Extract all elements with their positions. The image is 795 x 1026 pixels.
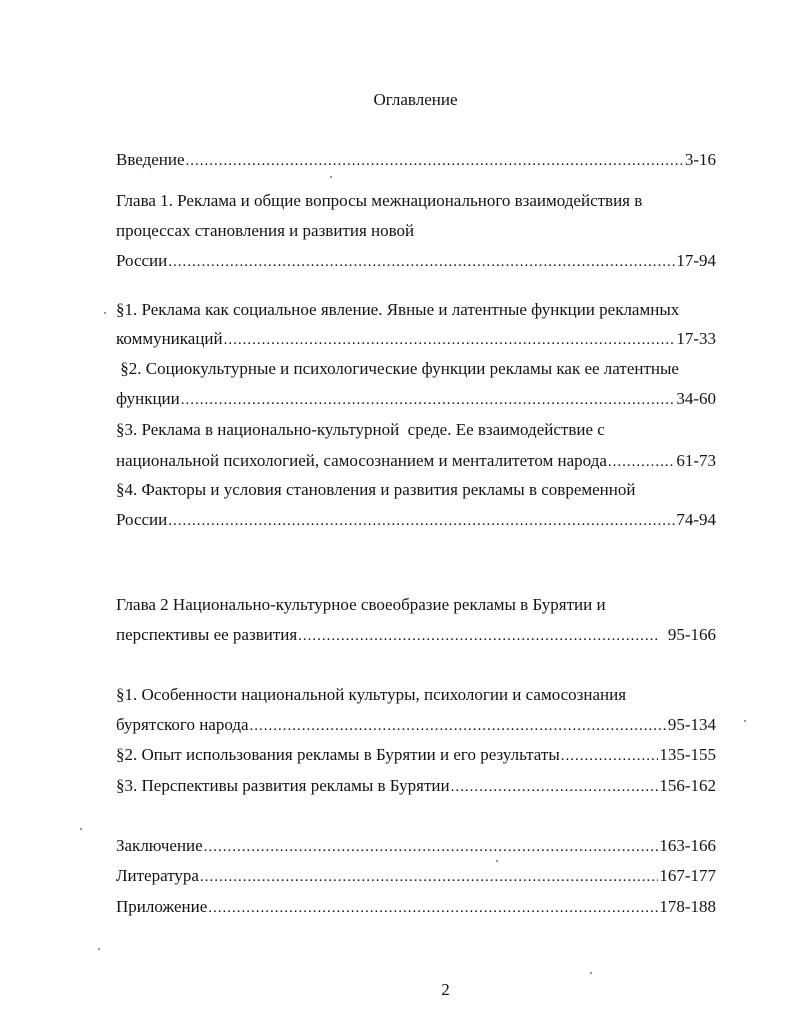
toc-entry-text: России — [116, 510, 168, 529]
toc-ch1-s3-line1: §3. Реклама в национально-культурной среде. Ее взаимодействие с — [116, 420, 605, 439]
toc-entry-pages: 156-162 — [659, 776, 716, 795]
toc-entry-text: коммуникаций — [116, 329, 223, 348]
dot-leader — [168, 251, 675, 273]
scan-speck — [744, 720, 746, 722]
dot-leader — [250, 715, 667, 737]
toc-entry-intro — [116, 149, 716, 171]
toc-entry-pages: 3-16 — [684, 150, 716, 169]
toc-entry-text: национальной психологией, самосознанием и менталитетом народа — [116, 451, 607, 470]
dot-leader — [186, 150, 684, 172]
toc-ch2-s3 — [116, 775, 716, 797]
toc-entry-pages: 74-94 — [676, 510, 716, 529]
dot-leader — [181, 389, 676, 411]
toc-ch1-s1-line1: §1. Реклама как социальное явление. Явные и латентные функции рекламных — [116, 300, 680, 319]
dot-leader — [208, 897, 658, 919]
toc-entry-appendix — [116, 896, 716, 918]
toc-chapter2-line2 — [116, 624, 716, 646]
toc-ch1-s4-line1: §4. Факторы и условия становления и развития рекламы в современной — [116, 480, 636, 499]
toc-title: Оглавление — [373, 90, 458, 109]
toc-entry-text: Заключение — [116, 836, 203, 855]
toc-entry-pages: 135-155 — [659, 745, 716, 764]
page-number: 2 — [441, 980, 450, 999]
dot-leader — [608, 451, 675, 473]
toc-chapter1-line1: Глава 1. Реклама и общие вопросы межнационального взаимодействия в — [116, 191, 643, 210]
toc-entry-pages: 17-33 — [676, 329, 716, 348]
toc-entry-text: Введение — [116, 150, 185, 169]
dot-leader — [200, 866, 658, 888]
toc-entry-literature — [116, 865, 716, 887]
toc-entry-text: России — [116, 251, 168, 270]
toc-ch1-s1-line2 — [116, 328, 716, 350]
toc-entry-text: §3. Перспективы развития рекламы в Бурятии — [116, 776, 450, 795]
toc-entry-pages: 34-60 — [676, 389, 716, 408]
scan-speck — [496, 860, 498, 862]
toc-entry-text: Литература — [116, 866, 199, 885]
toc-ch1-s2-line2 — [116, 388, 716, 410]
dot-leader — [204, 836, 659, 858]
toc-entry-pages: 163-166 — [659, 836, 716, 855]
toc-entry-text: функции — [116, 389, 180, 408]
scan-speck — [98, 948, 100, 950]
toc-ch2-s2 — [116, 744, 716, 766]
toc-entry-conclusion — [116, 835, 716, 857]
toc-entry-pages: 95-134 — [667, 715, 716, 734]
toc-ch2-s1-line1: §1. Особенности национальной культуры, психологии и самосознания — [116, 685, 627, 704]
toc-entry-pages: 17-94 — [676, 251, 716, 270]
toc-chapter1-line3 — [116, 250, 716, 272]
toc-ch1-s3-line2 — [116, 450, 716, 472]
toc-chapter1-line2: процессах становления и развития новой — [116, 221, 415, 240]
toc-entry-text: §2. Опыт использования рекламы в Бурятии и его результаты — [116, 745, 560, 764]
scan-speck — [104, 312, 106, 314]
dot-leader — [224, 329, 676, 351]
scan-speck — [590, 972, 592, 974]
dot-leader — [451, 776, 659, 798]
toc-entry-pages: 167-177 — [659, 866, 716, 885]
toc-entry-text: Приложение — [116, 897, 208, 916]
dot-leader — [298, 625, 658, 647]
toc-entry-text: бурятского народа — [116, 715, 249, 734]
dot-leader — [561, 745, 659, 767]
toc-entry-pages: 178-188 — [659, 897, 716, 916]
scan-speck — [330, 176, 332, 178]
toc-entry-pages: 95-166 — [667, 625, 716, 644]
toc-chapter2-line1: Глава 2 Национально-культурное своеобразие рекламы в Бурятии и — [116, 595, 606, 614]
toc-ch1-s2-line1: §2. Социокультурные и психологические функции рекламы как ее латентные — [116, 359, 679, 378]
dot-leader — [168, 510, 675, 532]
toc-entry-pages: 61-73 — [676, 451, 716, 470]
toc-entry-text: перспективы ее развития — [116, 625, 298, 644]
toc-ch1-s4-line2 — [116, 509, 716, 531]
toc-ch2-s1-line2 — [116, 714, 716, 736]
scan-speck — [80, 828, 82, 830]
